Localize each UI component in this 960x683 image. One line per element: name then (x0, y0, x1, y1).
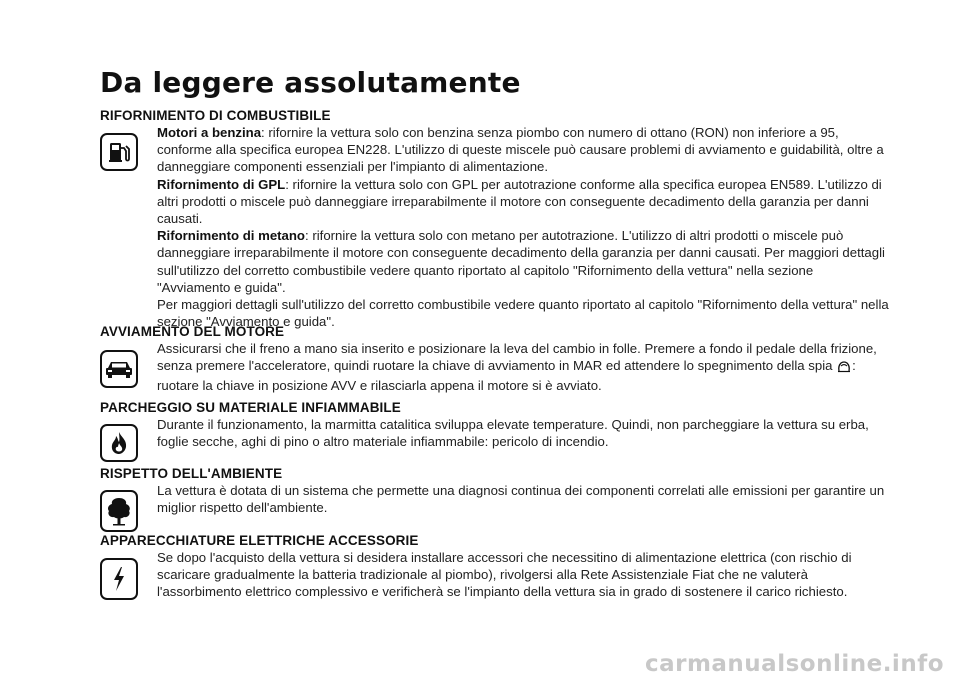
page-title: Da leggere assolutamente (100, 66, 521, 99)
engine-start-text: Assicurarsi che il freno a mano sia inserito e posizionare la leva del cambio in folle. Premere a fondo il pedale della frizione, senza premere l'acceleratore, quindi ruotare la chiave di avviamento in MAR ed attendere lo spegnimento della spia : ruotare la chiave in posizione AVV e rilasciarla appena il motore si è avviato. (157, 341, 877, 394)
flame-icon (100, 424, 138, 462)
section-heading: PARCHEGGIO SU MATERIALE INFIAMMABILE (100, 400, 401, 415)
section-fuel (100, 108, 890, 330)
car-icon (100, 350, 138, 388)
paragraph-metano: Rifornimento di metano: rifornire la vettura solo con metano per autotrazione. L'utilizzo di altri prodotti o miscele può danneggiare irreparabilmente il motore con conseguente decadimento della garanzia per danni causati. Per maggiori dettagli sull'utilizzo del corretto combustibile vedere quanto riportato al capitolo "Rifornimento della vettura" nella sezione "Avviamento e guida". (157, 228, 885, 295)
section-engine-start (100, 324, 890, 395)
section-parking (100, 400, 890, 462)
environment-text: La vettura è dotata di un sistema che permette una diagnosi continua dei componenti correlati alle emissioni per garantire un miglior rispetto dell'ambiente. (157, 483, 885, 516)
parking-text: Durante il funzionamento, la marmitta catalitica sviluppa elevate temperature. Quindi, non parcheggiare la vettura su erba, foglie secche, aghi di pino o altro materiale infiammabile: pericolo di incendio. (157, 417, 869, 450)
section-heading: APPARECCHIATURE ELETTRICHE ACCESSORIE (100, 533, 419, 548)
paragraph-gpl: Rifornimento di GPL: rifornire la vettura solo con GPL per autotrazione conforme alla specifica europea EN589. L'utilizzo di altri prodotti o miscele può danneggiare irreparabilmente il motore con conseguente decadimento della garanzia per danni causati. (157, 176, 882, 227)
paragraph-note: Per maggiori dettagli sull'utilizzo del corretto combustibile vedere quanto riportato al capitolo "Rifornimento della vettura" nella sezione "Avviamento e guida". (157, 297, 889, 330)
section-heading: RIFORNIMENTO DI COMBUSTIBILE (100, 108, 331, 123)
watermark: carmanualsonline.info (644, 651, 944, 677)
glow-plug-warning-icon (837, 359, 851, 377)
section-electrical (100, 533, 890, 601)
paragraph-benzina: Motori a benzina: rifornire la vettura solo con benzina senza piombo con numero di ottano (RON) non inferiore a 95, conforme alla specifica europea EN228. L'utilizzo di queste miscele può causare problemi di avviamento e guidabilità, oltre a danneggiare componenti essenziali per l'impianto di alimentazione. (157, 125, 884, 175)
section-heading: RISPETTO DELL'AMBIENTE (100, 466, 283, 481)
electrical-text: Se dopo l'acquisto della vettura si desidera installare accessori che necessitino di alimentazione elettrica (con rischio di scaricare gradualmente la batteria tradizionale al piombo), rivolgersi alla Rete Assistenziale Fiat che ne valuterà l'assorbimento elettrico complessivo e verificherà se l'impianto della vettura sia in grado di sostenere il carico richiesto. (157, 550, 852, 600)
fuel-pump-icon (100, 133, 138, 171)
section-heading: AVVIAMENTO DEL MOTORE (100, 324, 285, 339)
section-environment (100, 466, 890, 532)
tree-icon (100, 490, 138, 532)
lightning-icon (100, 558, 138, 600)
